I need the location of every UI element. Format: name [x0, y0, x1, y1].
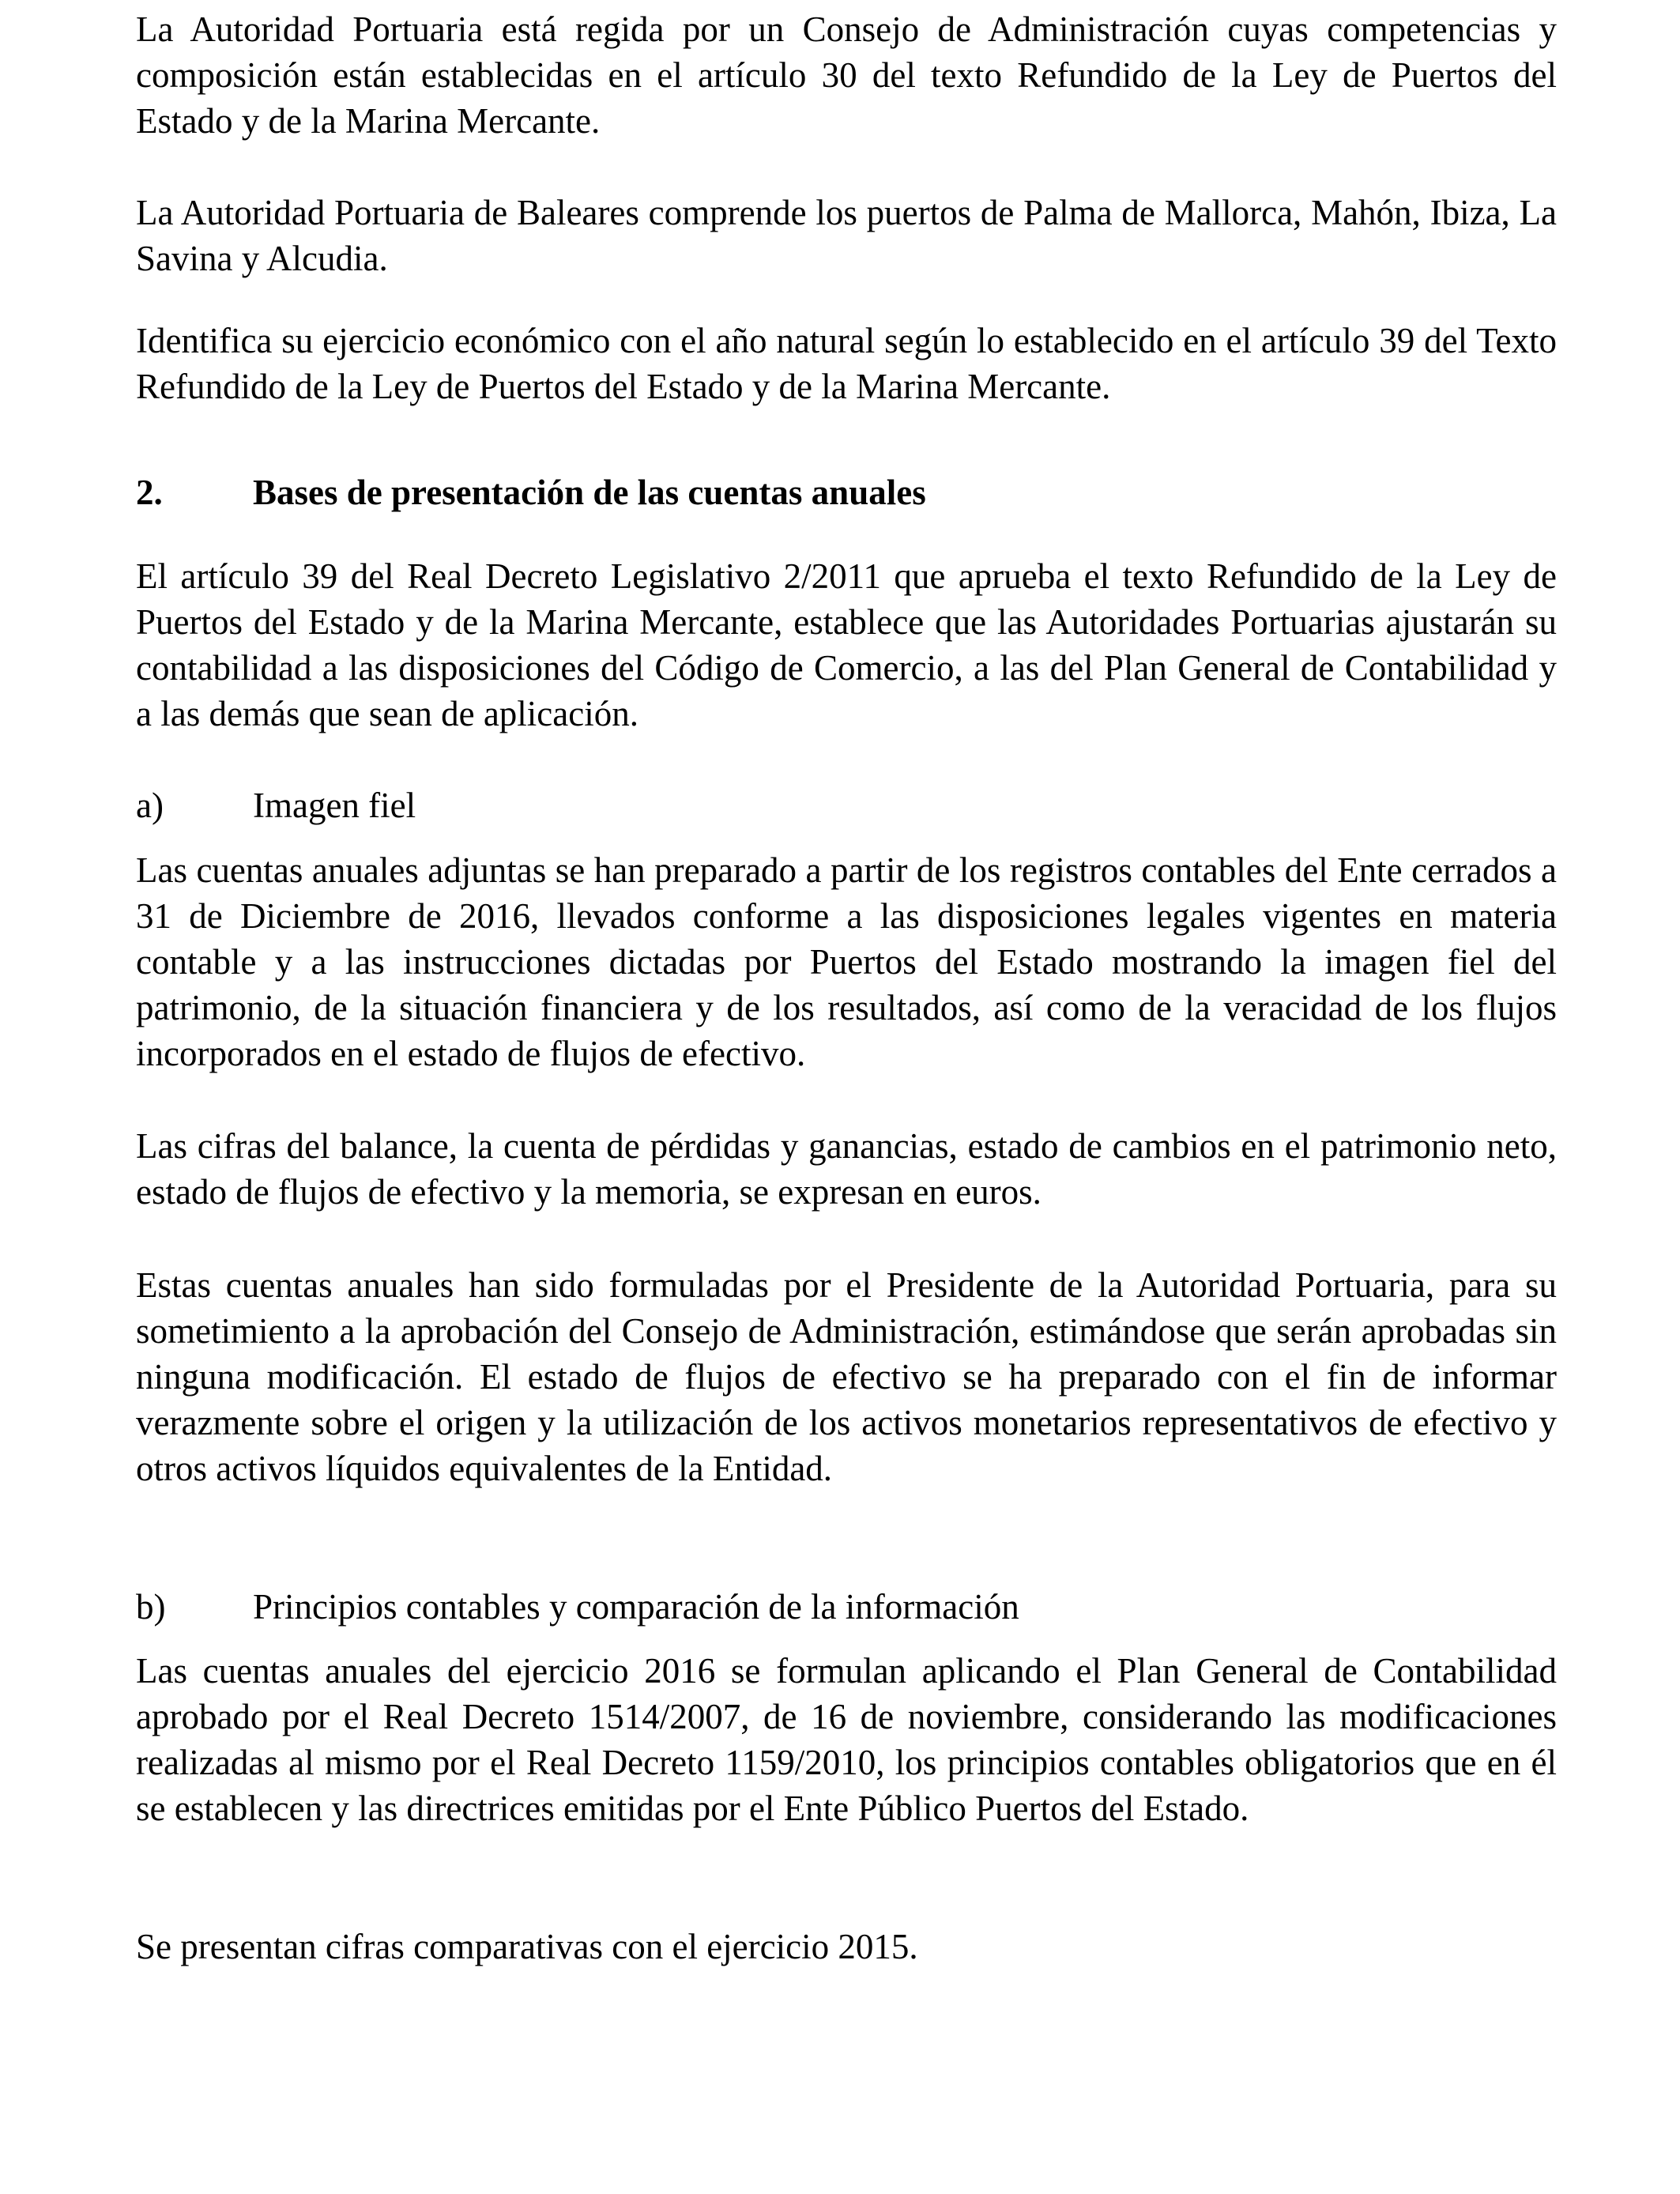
paragraph-real-decreto: El artículo 39 del Real Decreto Legislativo 2/2011 que aprueba el texto Refundido de la Ley de Puertos del Estado y de la Marina Mercante, establece que las Autoridades Portuarias ajustarán su contabilidad a las disposiciones del Código de Comercio, a las del Plan General de Contabilidad y a las demás que sean de aplicación.	[136, 556, 1557, 733]
section-heading	[136, 469, 1557, 515]
section-number: 2.	[136, 473, 163, 512]
paragraph-principios-contables: Las cuentas anuales del ejercicio 2016 se formulan aplicando el Plan General de Contabilidad aprobado por el Real Decreto 1514/2007, de 16 de noviembre, considerando las modificaciones realizadas al mismo por el Real Decreto 1159/2010, los principios contables obligatorios que en él se establecen y las directrices emitidas por el Ente Público Puertos del Estado.	[136, 1651, 1557, 1828]
paragraph-cifras-comparativas: Se presentan cifras comparativas con el ejercicio 2015.	[136, 1927, 918, 1966]
paragraph-formulacion-cuentas: Estas cuentas anuales han sido formuladas por el Presidente de la Autoridad Portuaria, para su sometimiento a la aprobación del Consejo de Administración, estimándose que serán aprobadas sin ninguna modificación. El estado de flujos de efectivo se ha preparado con el fin de informar verazmente sobre el origen y la utilización de los activos monetarios representativos de efectivo y otros activos líquidos equivalentes de la Entidad.	[136, 1265, 1557, 1488]
subsection-heading-a	[136, 782, 1557, 828]
subsection-title-a: Imagen fiel	[253, 786, 416, 825]
paragraph-cifras-euros: Las cifras del balance, la cuenta de pérdidas y ganancias, estado de cambios en el patrimonio neto, estado de flujos de efectivo y la memoria, se expresan en euros.	[136, 1126, 1557, 1212]
paragraph-imagen-fiel: Las cuentas anuales adjuntas se han preparado a partir de los registros contables del Ente cerrados a 31 de Diciembre de 2016, llevados conforme a las disposiciones legales vigentes en materia contable y a las instrucciones dictadas por Puertos del Estado mostrando la imagen fiel del patrimonio, de la situación financiera y de los resultados, así como de la veracidad de los flujos incorporados en el estado de flujos de efectivo.	[136, 850, 1557, 1073]
paragraph-ejercicio-economico: Identifica su ejercicio económico con el año natural según lo establecido en el artículo 39 del Texto Refundido de la Ley de Puertos del Estado y de la Marina Mercante.	[136, 321, 1557, 406]
paragraph-consejo-administracion: La Autoridad Portuaria está regida por un Consejo de Administración cuyas competencias y composición están establecidas en el artículo 30 del texto Refundido de la Ley de Puertos del Estado y de la Marina Mercante.	[136, 9, 1557, 141]
paragraph-puertos-baleares: La Autoridad Portuaria de Baleares comprende los puertos de Palma de Mallorca, Mahón, Ibiza, La Savina y Alcudia.	[136, 193, 1557, 278]
subsection-label-a: a)	[136, 786, 164, 825]
subsection-title-b: Principios contables y comparación de la información	[253, 1587, 1019, 1627]
subsection-heading-b	[136, 1584, 1557, 1630]
section-title: Bases de presentación de las cuentas anuales	[253, 473, 926, 512]
subsection-label-b: b)	[136, 1587, 166, 1627]
